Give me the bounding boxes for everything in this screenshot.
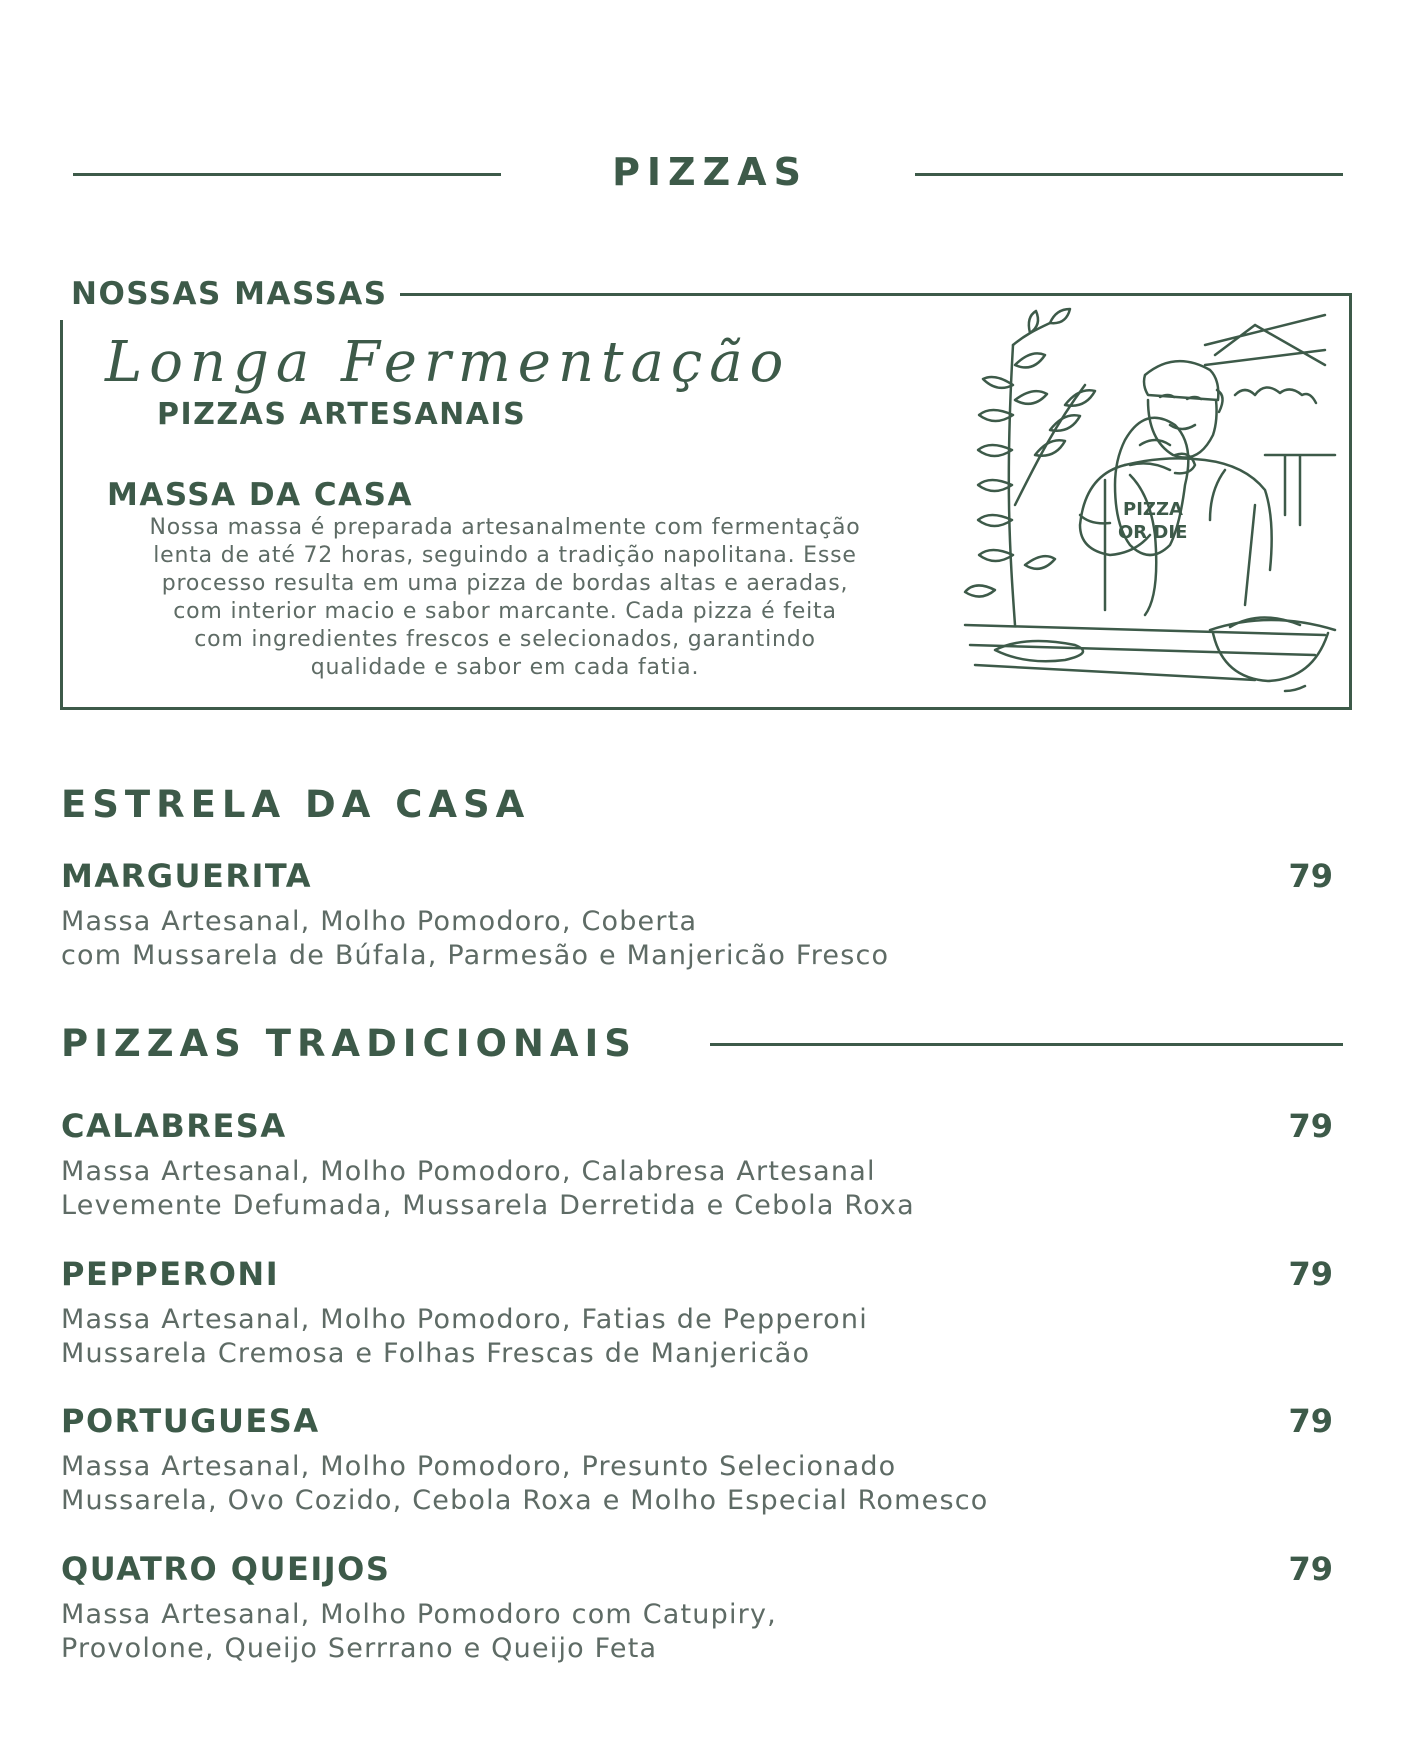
tradicionais-rule [710, 1043, 1343, 1046]
tradicionais-heading: PIZZAS TRADICIONAIS [61, 1022, 637, 1065]
item-description: Massa Artesanal, Molho Pomodoro com Catupiry, Provolone, Queijo Serrrano e Queijo Feta [61, 1599, 777, 1664]
item-name: PORTUGUESA [61, 1402, 320, 1440]
massas-subtitle: PIZZAS ARTESANAIS [157, 397, 527, 432]
page-title: PIZZAS [612, 150, 808, 194]
massa-da-casa-description: Nossa massa é preparada artesanalmente com fermentação lenta de até 72 horas, seguindo a tradição napolitana. Esse processo resulta em uma pizza de bordas altas e aeradas, com interior macio e sabor marcante. Cada pizza é feita com ingredientes frescos e selecionados, garantindo qualidade e sabor em cada fatia. [149, 515, 861, 680]
item-name: CALABRESA [61, 1107, 287, 1145]
item-price: 79 [1288, 857, 1333, 895]
title-rule-right [915, 173, 1343, 176]
plant-drawing [965, 309, 1095, 625]
estrela-heading: ESTRELA DA CASA [61, 783, 531, 826]
item-price: 79 [1288, 1255, 1333, 1293]
item-name: MARGUERITA [61, 857, 313, 895]
massas-label: NOSSAS MASSAS [71, 276, 388, 312]
massa-da-casa-heading: MASSA DA CASA [107, 477, 413, 513]
item-price: 79 [1288, 1402, 1333, 1440]
item-name: PEPPERONI [61, 1255, 280, 1293]
title-rule-left [73, 173, 501, 176]
item-description: Massa Artesanal, Molho Pomodoro, Calabresa Artesanal Levemente Defumada, Mussarela Derretida e Cebola Roxa [61, 1156, 915, 1221]
apron-text-line-2: OR DIE [1118, 522, 1188, 543]
item-description: Massa Artesanal, Molho Pomodoro, Coberta com Mussarela de Búfala, Parmesão e Manjericão Fresco [61, 906, 890, 971]
massas-script-title: Longa Fermentação [105, 330, 791, 395]
item-price: 79 [1288, 1550, 1333, 1588]
item-description: Massa Artesanal, Molho Pomodoro, Presunto Selecionado Mussarela, Ovo Cozido, Cebola Roxa e Molho Especial Romesco [61, 1451, 989, 1516]
massas-top-rule [405, 293, 1352, 296]
baker-head [1144, 361, 1223, 457]
baker-illustration [955, 305, 1340, 700]
item-description: Massa Artesanal, Molho Pomodoro, Fatias de Pepperoni Mussarela Cremosa e Folhas Frescas de Manjericão [61, 1304, 868, 1369]
item-price: 79 [1288, 1107, 1333, 1145]
item-name: QUATRO QUEIJOS [61, 1550, 391, 1588]
apron-text-line-1: PIZZA [1123, 499, 1183, 520]
